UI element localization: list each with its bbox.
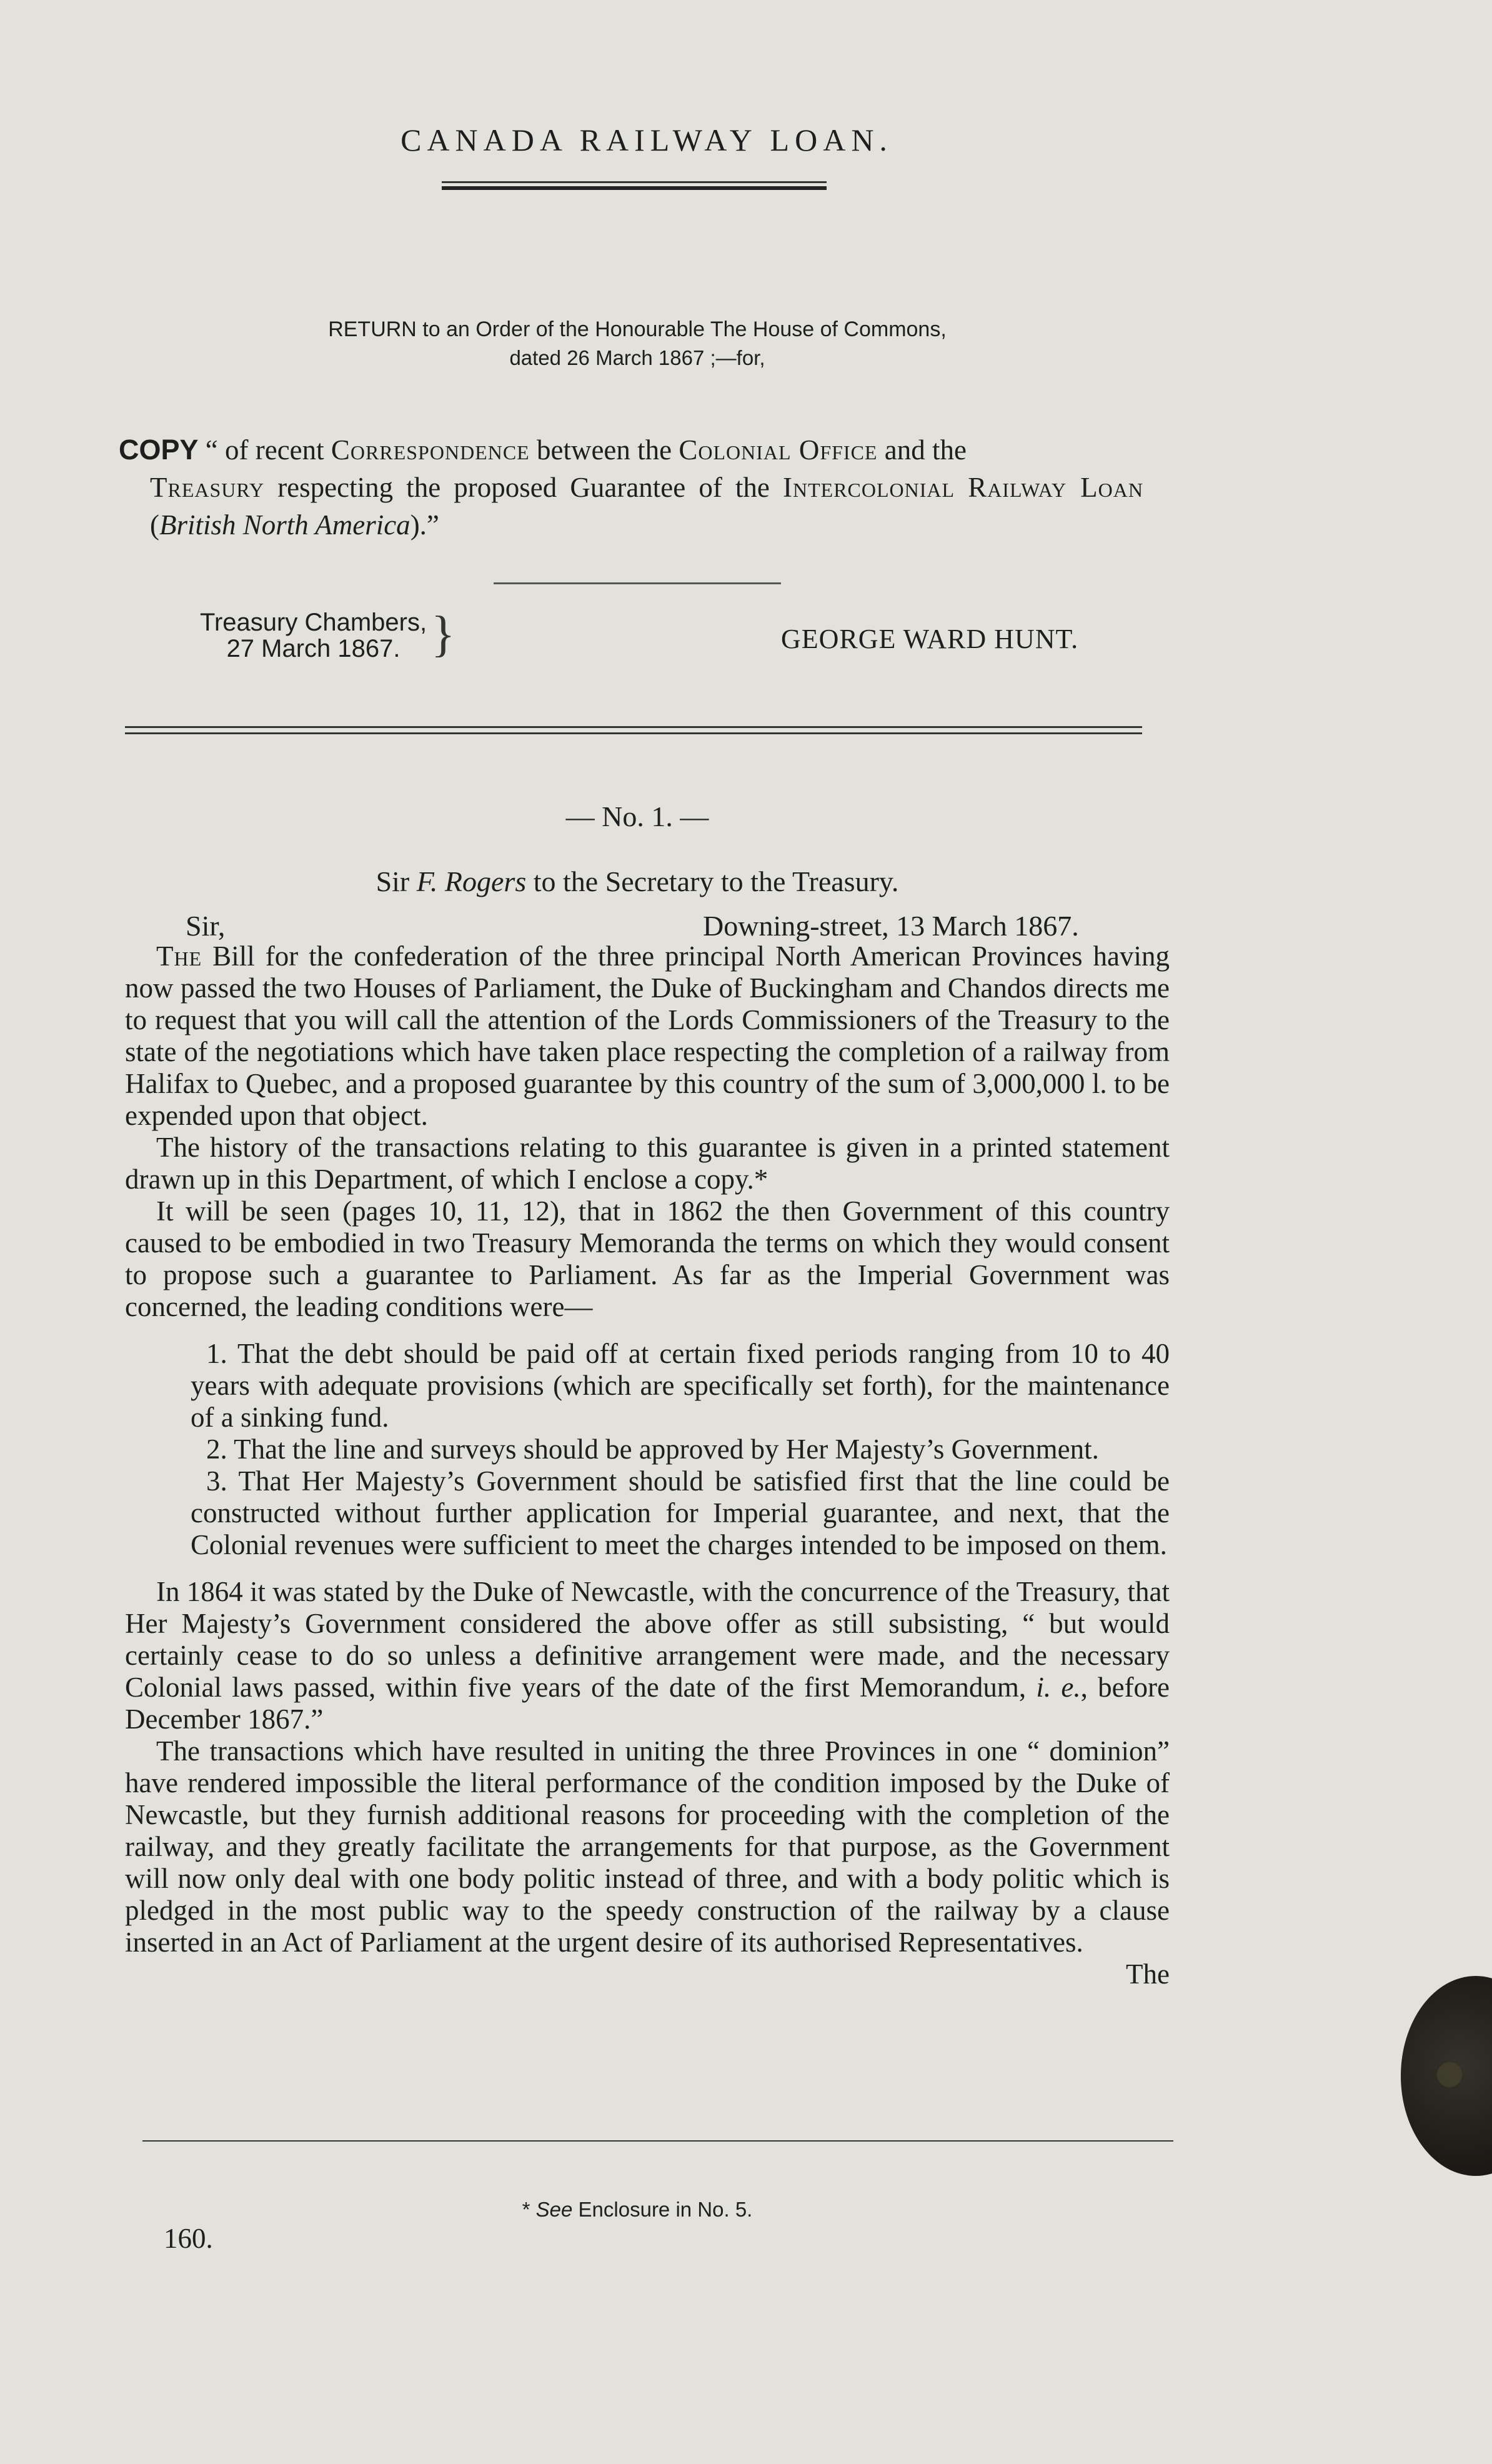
copy-text-5: ( xyxy=(150,509,159,541)
paragraph-1 xyxy=(125,940,1170,1132)
copy-text-2: between the xyxy=(529,434,679,466)
footnote-rule xyxy=(142,2140,1173,2142)
copy-text-3: and the xyxy=(877,434,967,466)
place-line: Treasury Chambers, xyxy=(200,609,427,636)
list-item: 3. That Her Majesty’s Government should be satisfied first that the line could be constructed without further application for Imperial guarantee, and next, that the Colonial revenues were sufficient to meet the charges intended to be imposed on them. xyxy=(191,1465,1170,1560)
document-title: CANADA RAILWAY LOAN. xyxy=(400,122,893,157)
seal-emblem-icon xyxy=(1437,2062,1462,2087)
copy-intercolonial: Intercolonial xyxy=(783,472,955,503)
copy-railway-loan: Railway Loan xyxy=(968,472,1143,503)
paragraph-4 xyxy=(125,1576,1170,1735)
spacer xyxy=(125,1561,1170,1576)
place-date-block xyxy=(200,609,427,662)
copy-italic: British North America xyxy=(159,509,410,541)
footnote-see: See xyxy=(535,2198,573,2221)
paragraph-3: It will be seen (pages 10, 11, 12), that in 1862 the then Government of this country caused to be embodied in two Treasury Memoranda the terms on which they would consent to propose such a guarantee to Parliament. As far as the Imperial Government was concerned, the leading conditions were— xyxy=(125,1195,1170,1322)
letter-number: — No. 1. — xyxy=(565,801,709,832)
copy-treasury: Treasury xyxy=(150,472,265,503)
paragraph-4-post: , before December 1867.” xyxy=(125,1672,1170,1735)
return-order-line-2 xyxy=(0,346,1275,370)
conditions-list xyxy=(125,1338,1170,1561)
return-order-date: dated 26 March 1867 ;—for, xyxy=(509,346,765,369)
letter-heading xyxy=(0,865,1275,898)
paragraph-4-ie: i. e. xyxy=(1036,1672,1081,1703)
paragraph-1-lead: The xyxy=(156,940,202,972)
paragraph-1-text: Bill for the confederation of the three principal North American Provinces having now passed the two Houses of Parliament, the Duke of Buckingham and Chandos directs me to request that you will call the attention of the Lords Commissioners of the Treasury to the state of the negotiations which have taken place respecting the completion of a railway from Halifax to Quebec, and a proposed guarantee by this country of the sum of 3,000,000 l. to be expended upon that object. xyxy=(125,940,1170,1131)
return-order-line-1: RETURN to an Order of the Honourable The House of Commons, xyxy=(328,317,947,341)
list-item: 2. That the line and surveys should be approved by Her Majesty’s Government. xyxy=(206,1434,1099,1465)
double-rule-top xyxy=(125,726,1142,728)
copy-indent-block xyxy=(119,469,1143,544)
title-rule-thick xyxy=(442,186,827,190)
letter-salutation-row xyxy=(186,909,1160,942)
letter-heading-pre: Sir xyxy=(375,865,417,897)
copy-colonial-office: Colonial Office xyxy=(679,434,878,466)
paragraph-4-pre: In 1864 it was stated by the Duke of Newcastle, with the concurrence of the Treasury, that Her Majesty’s Government considered the above offer as still subsisting, “ but would certainly cease to do so unless a definitive arrangement were made, and the necessary Colonial laws passed, within five years of the date of the first Memorandum, xyxy=(125,1576,1170,1703)
title-rule-thin xyxy=(442,181,827,183)
signer-name: GEORGE WARD HUNT. xyxy=(781,624,1079,654)
spacer xyxy=(125,1323,1170,1338)
copy-text-4: respecting the proposed Guarantee of the xyxy=(264,472,783,503)
dateline: Downing-street, 13 March 1867. xyxy=(703,910,1079,942)
letter-heading-post: to the Secretary to the Treasury. xyxy=(526,865,899,897)
list-item: 1. That the debt should be paid off at certain fixed periods ranging from 10 to 40 years with adequate provisions (which are specifically set forth), for the maintenance of a sinking fund. xyxy=(191,1338,1170,1433)
copy-text-6: ).” xyxy=(410,509,439,541)
footnote-mark: * xyxy=(522,2198,536,2221)
copy-text-1: “ of recent xyxy=(198,434,331,466)
salutation: Sir, xyxy=(186,910,226,942)
catchword: The xyxy=(1126,1958,1170,1990)
footnote xyxy=(0,2198,1275,2222)
paragraph-2: The history of the transactions relating to this guarantee is given in a printed statement drawn up in this Department, of which I enclose a copy.* xyxy=(125,1132,1170,1195)
copy-correspondence: Correspondence xyxy=(331,434,530,466)
copy-heading xyxy=(119,431,1143,544)
letter-body xyxy=(125,940,1170,1990)
date-line: 27 March 1867. xyxy=(226,635,400,662)
footnote-text: Enclosure in No. 5. xyxy=(572,2198,753,2221)
letter-heading-name: F. Rogers xyxy=(416,865,527,897)
copy-lead: COPY xyxy=(119,434,199,466)
double-rule-bottom xyxy=(125,732,1142,734)
page-number: 160. xyxy=(164,2223,213,2254)
short-rule xyxy=(494,582,781,584)
brace-glyph: } xyxy=(431,607,455,662)
paragraph-5: The transactions which have resulted in uniting the three Provinces in one “ dominion” have rendered impossible the literal performance of the condition imposed by the Duke of Newcastle, but they furnish additional reasons for proceeding with the completion of the railway, and they greatly facilitate the arrangements for that purpose, as the Government will now only deal with one body politic instead of three, and with a body politic which is pledged in the most public way to the speedy construction of the railway by a clause inserted in an Act of Parliament at the urgent desire of its authorised Representatives. xyxy=(125,1735,1170,1958)
